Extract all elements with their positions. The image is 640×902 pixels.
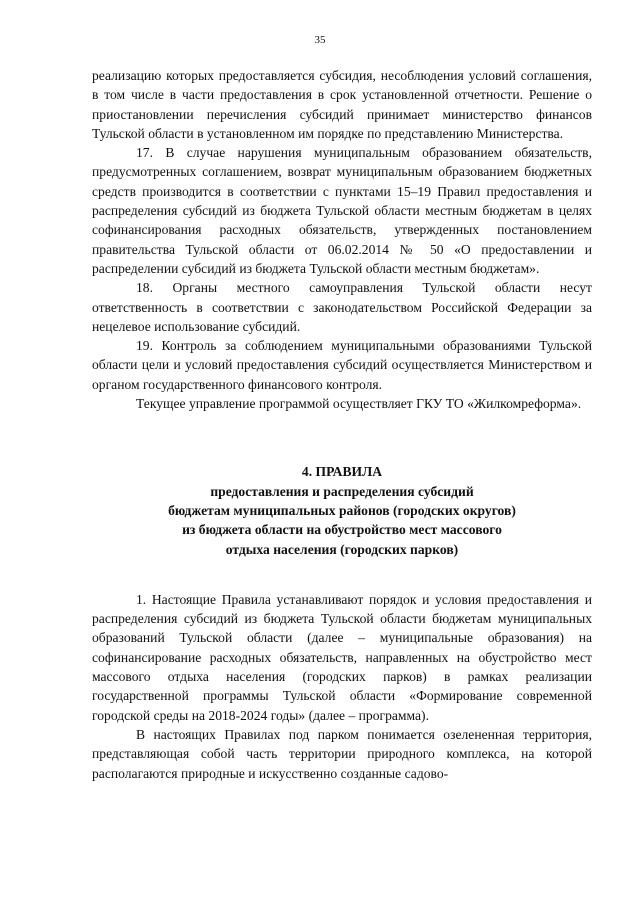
paragraph-group-top	[92, 66, 592, 413]
page-number: 35	[314, 34, 326, 46]
heading-subtitle-line: бюджетам муниципальных районов (городских округов)	[168, 502, 516, 518]
heading-subtitle-line: предоставления и распределения субсидий	[210, 483, 474, 499]
body-paragraph: Текущее управление программой осуществляет ГКУ ТО «Жилкомреформа».	[136, 396, 582, 412]
body-paragraph: 1. Настоящие Правила устанавливают порядок и условия предоставления и распределения субсидий из бюджета Тульской области бюджетам муниципальных образований Тульской области (далее – муниципальные образования) на софинансирование расходных обязательств, направленных на обустройство мест массового отдыха населения (городских парков) в рамках реализации государственной программы Тульской области «Формирование современной городской среды на 2018-2024 годы» (далее – программа).	[92, 591, 592, 723]
body-paragraph: В настоящих Правилах под парком понимается озелененная территория, представляющая собой часть территории природного комплекса, на которой располагаются природные и искусственно созданные садово-	[92, 726, 592, 781]
paragraph-group-bottom	[92, 590, 592, 783]
body-paragraph: реализацию которых предоставляется субсидия, несоблюдения условий соглашения, в том числе в части предоставления в срок установленной отчетности. Решение о приостановлении перечисления субсидий принимает министерство финансов Тульской области в установленном им порядке по представлению Министерства.	[92, 68, 592, 141]
body-paragraph: 19. Контроль за соблюдением муниципальными образованиями Тульской области цели и условий предоставления субсидий осуществляется Министерством и органом государственного финансового контроля.	[92, 338, 592, 392]
section-heading	[92, 462, 592, 558]
heading-title: 4. ПРАВИЛА	[301, 464, 383, 480]
document-body	[92, 66, 592, 783]
heading-subtitle-line: отдыха населения (городских парков)	[225, 541, 459, 557]
body-paragraph: 17. В случае нарушения муниципальным образованием обязательств, предусмотренных соглашением, возврат муниципальным образованием бюджетных средств производится в соответствии с пунктами 15–19 Правил предоставления и распределения субсидий из бюджета Тульской области местным бюджетам в целях софинансирования расходных обязательств, утвержденных постановлением правительства Тульской области от 06.02.2014 № 50 «О предоставлении и распределении субсидий из бюджета Тульской области местным бюджетам».	[92, 145, 592, 276]
heading-subtitle-line: из бюджета области на обустройство мест массового	[182, 522, 502, 538]
body-paragraph: 18. Органы местного самоуправления Тульской области несут ответственность в соответствии с законодательством Российской Федерации за нецелевое использование субсидий.	[92, 280, 592, 334]
